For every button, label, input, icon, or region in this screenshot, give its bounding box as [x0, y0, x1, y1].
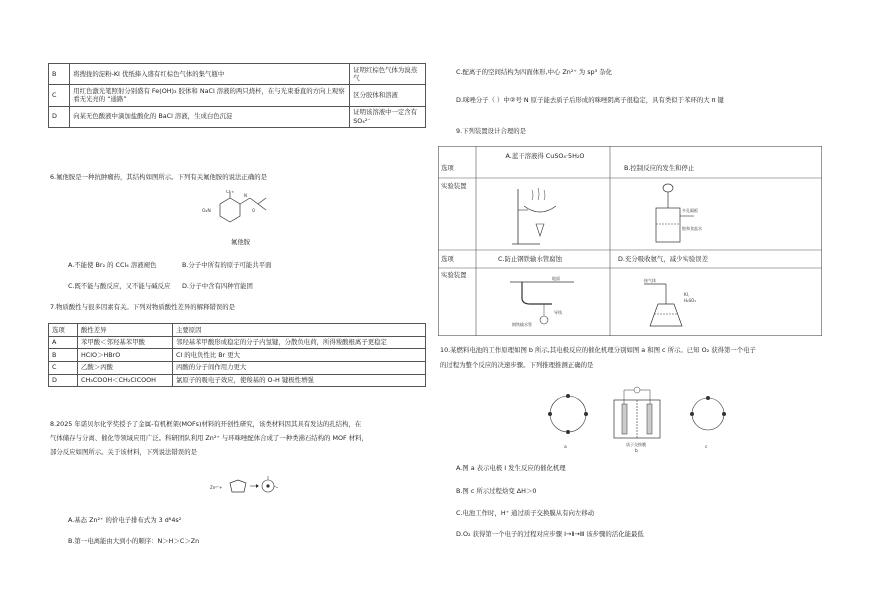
q8-option-d: D.咪唑分子（ ）中②号 N 原子能去质子后形成的咪唑阴离子很稳定，具有类似于苯环的大 π 键: [456, 96, 724, 104]
question-6-stem: 6.氟他胺是一种抗肿瘤药，其结构如图所示。下列有关氟他胺的说法正确的是: [50, 173, 267, 181]
svg-text:H₂SO₄: H₂SO₄: [684, 298, 696, 303]
q6-option-a: A.不能使 Br₂ 的 CCl₄ 溶液褪色: [68, 261, 157, 269]
apparatus-table: [438, 146, 822, 336]
svg-text:b: b: [635, 449, 638, 452]
q8-option-c: C.配离子的空间结构为四面体形,中心 Zn²⁺ 为 sp³ 杂化: [456, 68, 612, 76]
svg-text:多孔隔板: 多孔隔板: [682, 208, 698, 213]
mof-reaction-figure: [210, 474, 280, 500]
svg-text:a: a: [564, 445, 567, 450]
svg-text:O: O: [252, 208, 256, 213]
question-8-line-2: 气体储存与分离、催化等领域应用广泛。科研团队利用 Zn²⁺ 与环咪唑配体合成了一种类沸石结构的 MOF 材料，: [50, 434, 368, 442]
q6-option-c: C.既不能与酸反应，又不能与碱反应: [68, 282, 171, 290]
label-setup-2: 实验装置: [441, 271, 467, 279]
label-option-2: 选项: [441, 255, 454, 263]
table-header-row: 选项 酸性差异 主要原因: [49, 324, 426, 337]
question-10-line-2: 的过程为整个反应的决速步骤。下列推理推测正确的是: [440, 361, 594, 369]
q10-option-c: C.电池工作时，H⁺ 通过质子交换膜从有向左移动: [456, 509, 595, 517]
table-row: C 乙酸＞丙酸 丙酸的分子间作用力更大: [49, 361, 426, 374]
figure-caption: 氟他胺: [231, 238, 251, 246]
apparatus-grid: [438, 146, 822, 336]
q9-option-b: B.控制反应的发生和停止: [624, 164, 695, 172]
svg-text:N: N: [244, 193, 247, 198]
svg-text:CF₃: CF₃: [226, 190, 234, 195]
gas-generator-figure: [638, 182, 708, 248]
flutamide-structure-figure: [200, 190, 280, 230]
table-row: A 苯甲酸＜邻羟基苯甲酸 邻羟基苯甲酸形成稳定的分子内氢键，分散负电荷，所得羧酸根离子更稳定: [49, 336, 426, 349]
table-row: D 向某无色酸液中滴加盐酸化的 BaCl 溶液，生成白色沉淀 证明该溶液中一定含有 SO₄²⁻: [49, 106, 426, 127]
q9-option-d: D.充分吸收氨气，减少实验误差: [618, 255, 709, 263]
svg-text:地面: 地面: [552, 276, 560, 281]
fuel-cell-mechanism-figure: [540, 382, 740, 452]
question-9-stem: 9.下列装置设计合理的是: [456, 127, 527, 135]
q6-option-b: B.分子中所有的原子可能共平面: [182, 261, 272, 269]
question-8-line-3: 部分反应如图所示。关于该材料，下列说法错误的是: [50, 448, 197, 456]
svg-text:Zn²⁺+: Zn²⁺+: [210, 485, 223, 490]
svg-text:钢铁输水管: 钢铁输水管: [512, 322, 532, 327]
acidity-table: [48, 323, 426, 387]
question-7-stem: 7.物质酸性与很多因素有关。下列对物质酸性差异的解释错误的是: [50, 303, 236, 311]
table-row: C 用红色激光笔照射分别盛有 Fe(OH)₃ 胶体和 NaCl 溶液的两只烧杯，在与光束垂直的方向上观察看无光亮的 “通路” 区分胶体和溶液: [49, 85, 426, 106]
question-10-line-1: 10.某燃料电池的工作原理如图 b 所示,其电极反应的催化机理分别如图 a 和图 c 所示。已知 O₂ 获得第一个电子: [440, 346, 756, 354]
svg-text:导线: 导线: [554, 310, 562, 315]
question-8-line-1: 8.2025 年诺贝尔化学奖授予了金属-有机框架(MOFs)材料的开创性研究，该类材料因其具有发达的孔结构，在: [50, 420, 362, 428]
q10-option-b: B.图 c 所示过程焓变 ΔH＞0: [456, 487, 537, 495]
table-row: B 将搜拢的淀粉-KI 优纸捧入盛有红棕色气体的集气瓶中 证明红棕色气体为溴蒸气: [49, 64, 426, 85]
q9-option-a: A.蓝干溶液得 CuSO₄·5H₂O: [505, 152, 585, 160]
label-setup: 实验装置: [441, 182, 467, 190]
svg-text:质子交换膜: 质子交换膜: [626, 442, 646, 447]
table-row: D CH₃COOH＜CH₂ClCOOH 氯原子的吸电子效应，使羧基的 O-H 键极性增强: [49, 374, 426, 387]
pipe-protection-figure: [508, 274, 578, 330]
top-experiment-table: [48, 63, 426, 128]
label-option: 选项: [441, 164, 454, 172]
q6-option-d: D.分子中含有四种官能团: [182, 282, 253, 290]
svg-text:c: c: [705, 445, 708, 450]
q8-option-b: B.第一电离能由大到小的顺序：N＞H＞C＞Zn: [68, 537, 200, 545]
evaporation-apparatus-figure: [510, 184, 570, 246]
q10-option-a: A.图 a 表示电极 I 发生反应的催化机理: [456, 464, 566, 472]
q9-option-c: C.防止钢铁输水管腐蚀: [498, 255, 563, 263]
svg-text:饱和食盐水: 饱和食盐水: [682, 226, 702, 231]
svg-text:KI、: KI、: [684, 292, 692, 297]
ammonia-absorption-figure: [642, 274, 712, 332]
table-row: B HClO＞HBrO Cl 的电负性比 Br 更大: [49, 349, 426, 362]
q10-option-d: D.O₂ 获得第一个电子的过程对应步骤 Ⅰ→Ⅱ→Ⅲ 该步骤的活化能最低: [456, 530, 644, 538]
svg-text:O₂N: O₂N: [202, 209, 211, 214]
svg-text:接气体: 接气体: [644, 278, 656, 283]
q8-option-a: A.基态 Zn²⁺ 的价电子排布式为 3 d⁸4s²: [68, 516, 182, 524]
